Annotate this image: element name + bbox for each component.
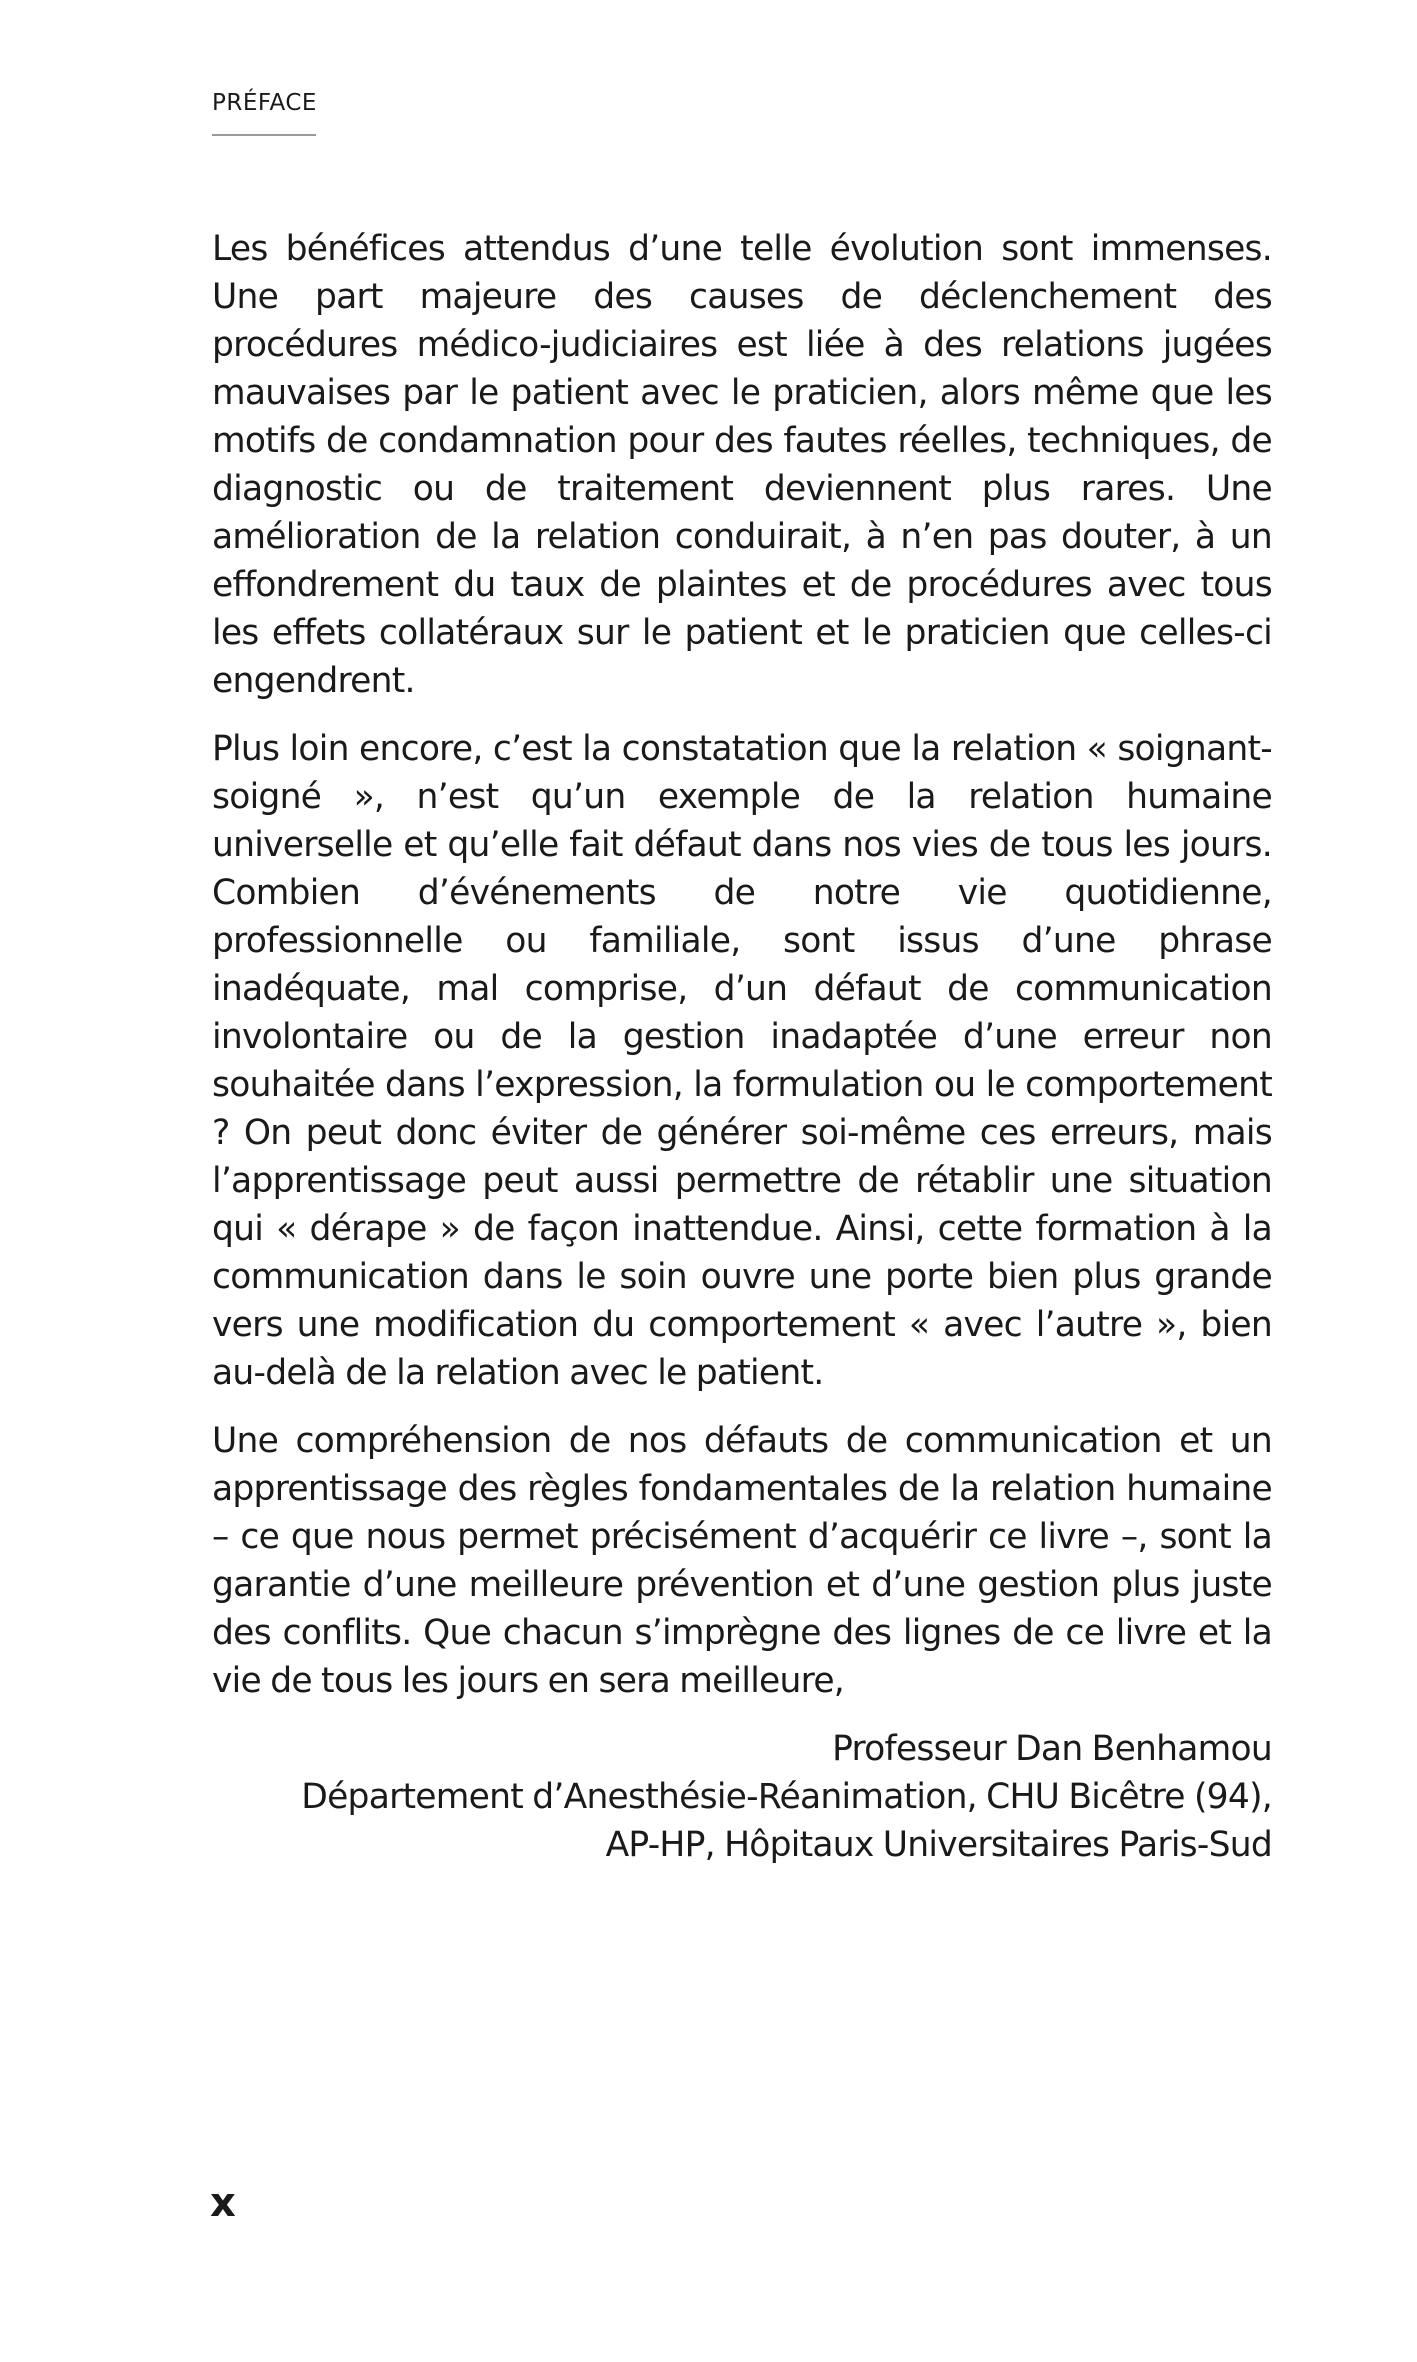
signature-department: Département d’Anesthésie-Réanimation, CHU Bicêtre (94), <box>301 1777 1272 1817</box>
page-body <box>212 225 1272 1869</box>
paragraph-2: Plus loin encore, c’est la constatation que la relation « soignant-soigné », n’est qu’un exemple de la relation humaine universelle et qu’elle fait défaut dans nos vies de tous les jours. Combien d’événements de notre vie quotidienne, professionnelle ou familiale, sont issus d’une phrase inadéquate, mal comprise, d’un défaut de communication involontaire ou de la gestion inadaptée d’une erreur non souhaitée dans l’expression, la formulation ou le comportement ? On peut donc éviter de générer soi-même ces erreurs, mais l’apprentissage peut aussi permettre de rétablir une situation qui « dérape » de façon inattendue. Ainsi, cette formation à la communication dans le soin ouvre une porte bien plus grande vers une modification du comportement « avec l’autre », bien au-delà de la relation avec le patient. <box>212 729 1272 1393</box>
paragraph-3: Une compréhension de nos défauts de communication et un apprentissage des règles fondamentales de la relation humaine – ce que nous permet précisément d’acquérir ce livre –, sont la garantie d’une meilleure prévention et d’une gestion plus juste des conflits. Que chacun s’imprègne des lignes de ce livre et la vie de tous les jours en sera meilleure, <box>212 1421 1272 1701</box>
paragraph-1: Les bénéfices attendus d’une telle évolution sont immenses. Une part majeure des causes de déclenchement des procédures médico-judiciaires est liée à des relations jugées mauvaises par le patient avec le praticien, alors même que les motifs de condamnation pour des fautes réelles, techniques, de diagnostic ou de traitement deviennent plus rares. Une amélioration de la relation conduirait, à n’en pas douter, à un effondrement du taux de plaintes et de procédures avec tous les effets collatéraux sur le patient et le praticien que celles-ci engendrent. <box>212 229 1272 701</box>
signature-name: Professeur Dan Benhamou <box>832 1729 1272 1769</box>
signature-institution: AP-HP, Hôpitaux Universitaires Paris-Sud <box>605 1825 1272 1865</box>
header-rule <box>212 134 316 136</box>
page-number: x <box>210 2180 236 2226</box>
signature-block <box>212 1725 1272 1869</box>
running-header: PRÉFACE <box>212 90 317 116</box>
